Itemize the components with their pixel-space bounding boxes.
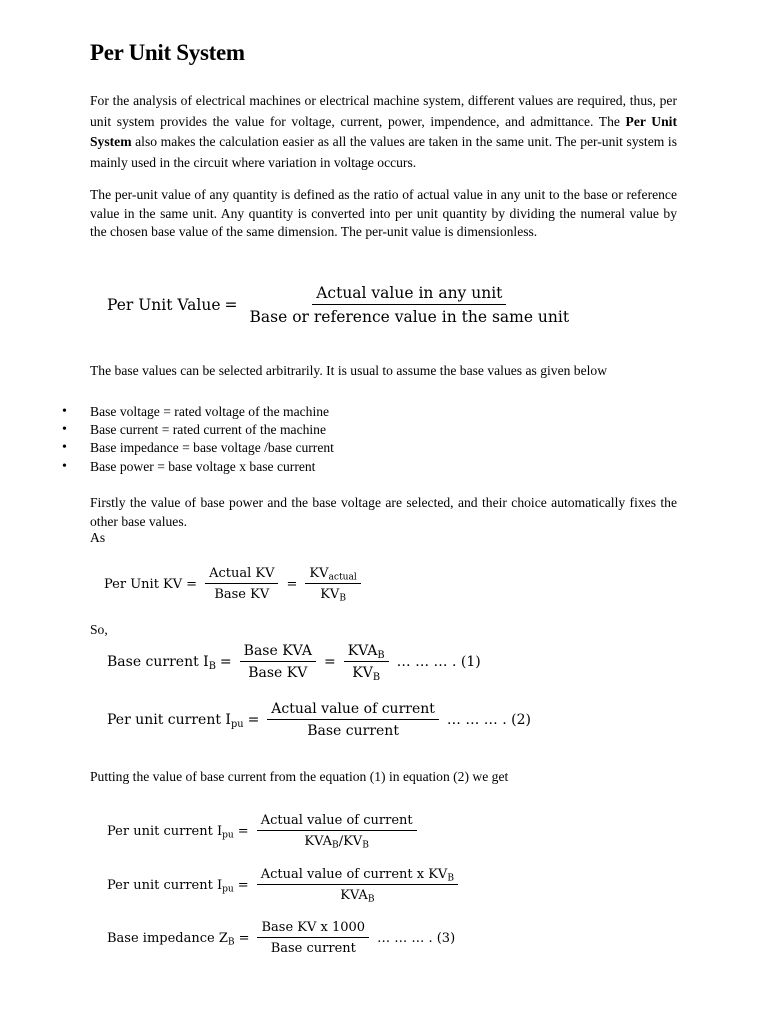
symbol: KV (352, 665, 373, 681)
fraction-denominator: Base current (270, 941, 356, 956)
base-values-list (62, 403, 334, 476)
label-text: Base current I (107, 654, 209, 670)
equation-label (107, 654, 216, 670)
equation-per-unit-current-substituted (107, 813, 423, 849)
subscript: B (362, 840, 369, 851)
subscript: B (372, 671, 381, 683)
equation-label (107, 931, 235, 946)
equals-sign: = (286, 576, 298, 592)
so-text: So, (90, 622, 108, 637)
fraction-numerator (305, 566, 360, 584)
list-item: • Base voltage = rated voltage of the machine (62, 403, 334, 421)
fraction-numerator (257, 867, 458, 885)
fraction-numerator (344, 643, 389, 662)
fraction (267, 701, 439, 739)
equation-label: Per Unit Value (107, 296, 221, 314)
label-text: Per unit current I (107, 712, 231, 728)
definition-paragraph: The per-unit value of any quantity is defined as the ratio of actual value in any unit to the base or reference value in the same unit. Any quantity is converted into per unit quantity by dividing the numeral value by the chosen base value of the same dimension. The per-unit value is dimensionless. (90, 187, 677, 239)
equation-per-unit-current-final (107, 867, 464, 903)
fraction (205, 566, 278, 602)
fraction (240, 643, 316, 681)
symbol: Actual value of current x KV (260, 867, 448, 882)
equation-label (107, 712, 244, 728)
equation-number: … … … . (1) (396, 654, 481, 670)
label-text: Base impedance Z (107, 930, 228, 946)
page-title: Per Unit System (90, 40, 245, 65)
equation-base-impedance (107, 920, 455, 956)
fraction-numerator: Base KV x 1000 (257, 920, 369, 938)
fraction (246, 284, 574, 326)
intro-bold-term: Per Unit System (90, 113, 677, 149)
fraction-denominator (316, 584, 350, 602)
equals-sign: = (323, 654, 336, 670)
symbol: KVA (340, 888, 368, 903)
subscript: B (332, 840, 339, 851)
putting-text: Putting the value of base current from the equation (1) in equation (2) we get (90, 769, 509, 784)
fraction-numerator: Actual value in any unit (312, 284, 506, 305)
equals-sign: = (186, 576, 198, 592)
fraction-denominator (348, 662, 384, 681)
equation-per-unit-current (107, 701, 531, 739)
equals-sign: = (237, 823, 249, 839)
as-text: As (90, 530, 106, 545)
fraction (257, 813, 417, 849)
intro-text-1: For the analysis of electrical machines or electrical machine system, different values are required, thus, per unit system provides the value for voltage, current, power, impendence, and admittance. The (90, 93, 677, 129)
fraction-denominator: Base current (307, 723, 399, 739)
equation-per-unit-kv (104, 566, 367, 602)
subscript: B (377, 649, 385, 661)
fraction-numerator: Actual value of current (267, 701, 439, 720)
fraction (257, 867, 458, 903)
symbol: /KV (338, 834, 363, 849)
subscript: pu (222, 884, 234, 895)
list-item: • Base impedance = base voltage /base current (62, 439, 334, 457)
symbol: KV (320, 587, 340, 602)
list-item: • Base power = base voltage x base current (62, 458, 334, 476)
fraction (305, 566, 360, 602)
subscript: B (367, 894, 375, 905)
symbol: KV (309, 566, 329, 581)
fraction-numerator: Actual value of current (257, 813, 417, 831)
subscript: pu (230, 718, 244, 730)
subscript: actual (328, 572, 357, 583)
fraction-denominator: Base KV (248, 665, 308, 681)
fraction-denominator: Base or reference value in the same unit (249, 308, 570, 326)
intro-paragraph (90, 91, 677, 173)
label-text: Per unit current I (107, 877, 223, 893)
intro-text-2: also makes the calculation easier as all the values are taken in the same unit. The per-unit system is mainly used in the circuit where variation in voltage occurs. (90, 134, 677, 170)
fraction-denominator (336, 885, 378, 903)
equation-number: … … … . (2) (446, 712, 531, 728)
equation-label (107, 878, 234, 893)
fraction-denominator: Base KV (214, 587, 270, 602)
equals-sign: = (237, 877, 249, 893)
symbol: KVA (304, 834, 333, 849)
subscript: B (227, 937, 235, 948)
firstly-paragraph: Firstly the value of base power and the base voltage are selected, and their choice automatically fixes the other base values. (90, 495, 677, 529)
equals-sign: = (247, 712, 260, 728)
fraction (257, 920, 369, 956)
fraction (344, 643, 389, 681)
equals-sign: = (219, 654, 232, 670)
equation-label (107, 824, 234, 839)
equation-base-current (107, 643, 481, 681)
fraction-numerator: Base KVA (240, 643, 316, 662)
symbol: KVA (347, 643, 378, 659)
equation-label: Per Unit KV (104, 576, 183, 592)
equals-sign: = (238, 930, 250, 946)
equation-per-unit-value (107, 284, 579, 326)
fraction-denominator (300, 831, 372, 849)
subscript: pu (222, 830, 234, 841)
subscript: B (339, 593, 346, 604)
fraction-numerator: Actual KV (205, 566, 278, 584)
label-text: Per unit current I (107, 823, 223, 839)
base-values-intro: The base values can be selected arbitrarily. It is usual to assume the base values as given below (90, 363, 608, 378)
equation-number: … … … . (3) (377, 930, 456, 946)
list-item: • Base current = rated current of the machine (62, 421, 334, 439)
equals-sign: = (224, 296, 238, 314)
subscript: B (447, 873, 454, 884)
subscript: B (208, 660, 216, 672)
